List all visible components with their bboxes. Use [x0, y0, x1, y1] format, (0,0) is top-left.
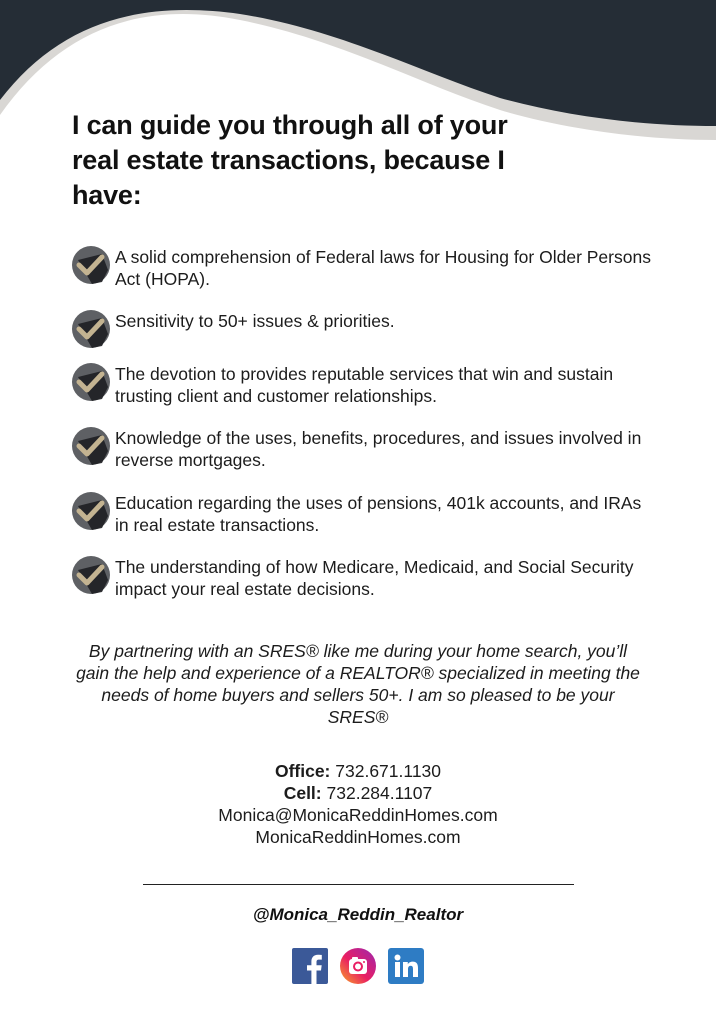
checkmark-icon [72, 246, 110, 284]
office-line [108, 760, 608, 782]
email-link[interactable]: Monica@MonicaReddinHomes.com [218, 805, 498, 825]
cell-label: Cell: [283, 783, 322, 803]
qualification-item [72, 363, 652, 407]
qualification-item [72, 492, 652, 536]
checkmark-icon [72, 427, 110, 465]
website-link[interactable]: MonicaReddinHomes.com [255, 827, 461, 847]
office-phone[interactable]: 732.671.1130 [335, 761, 442, 781]
linkedin-icon[interactable] [388, 948, 424, 984]
checkmark-icon [72, 363, 110, 401]
office-label: Office: [274, 761, 331, 781]
qualification-text: The understanding of how Medicare, Medicaid, and Social Security impact your real estate decisions. [115, 557, 634, 599]
qualification-item [72, 310, 652, 332]
facebook-icon[interactable] [292, 948, 328, 984]
social-links [292, 948, 426, 984]
social-handle: @Monica_Reddin_Realtor [252, 905, 464, 924]
instagram-icon[interactable] [340, 948, 376, 984]
qualification-item [72, 556, 652, 600]
contact-block [108, 760, 608, 848]
qualification-item [72, 427, 652, 471]
qualification-text: Education regarding the uses of pensions, 401k accounts, and IRAs in real estate transactions. [115, 493, 642, 535]
checkmark-icon [72, 492, 110, 530]
qualifications-list [72, 246, 652, 600]
cell-line [108, 782, 608, 804]
qualification-text: Sensitivity to 50+ issues & priorities. [115, 311, 395, 331]
cell-phone[interactable]: 732.284.1107 [326, 783, 433, 803]
qualification-item [72, 246, 652, 290]
divider [143, 884, 574, 885]
page-heading: I can guide you through all of your real estate transactions, because I have: [72, 110, 508, 210]
qualification-text: A solid comprehension of Federal laws for Housing for Older Persons Act (HOPA). [115, 247, 651, 289]
qualification-text: Knowledge of the uses, benefits, procedures, and issues involved in reverse mortgages. [115, 428, 642, 470]
checkmark-icon [72, 310, 110, 348]
checkmark-icon [72, 556, 110, 594]
qualification-text: The devotion to provides reputable services that win and sustain trusting client and customer relationships. [115, 364, 614, 406]
closing-statement: By partnering with an SRES® like me during your home search, you’ll gain the help and experience of a REALTOR® specialized in meeting the needs of home buyers and sellers 50+. I am so pleased to be your SRES® [76, 641, 640, 727]
